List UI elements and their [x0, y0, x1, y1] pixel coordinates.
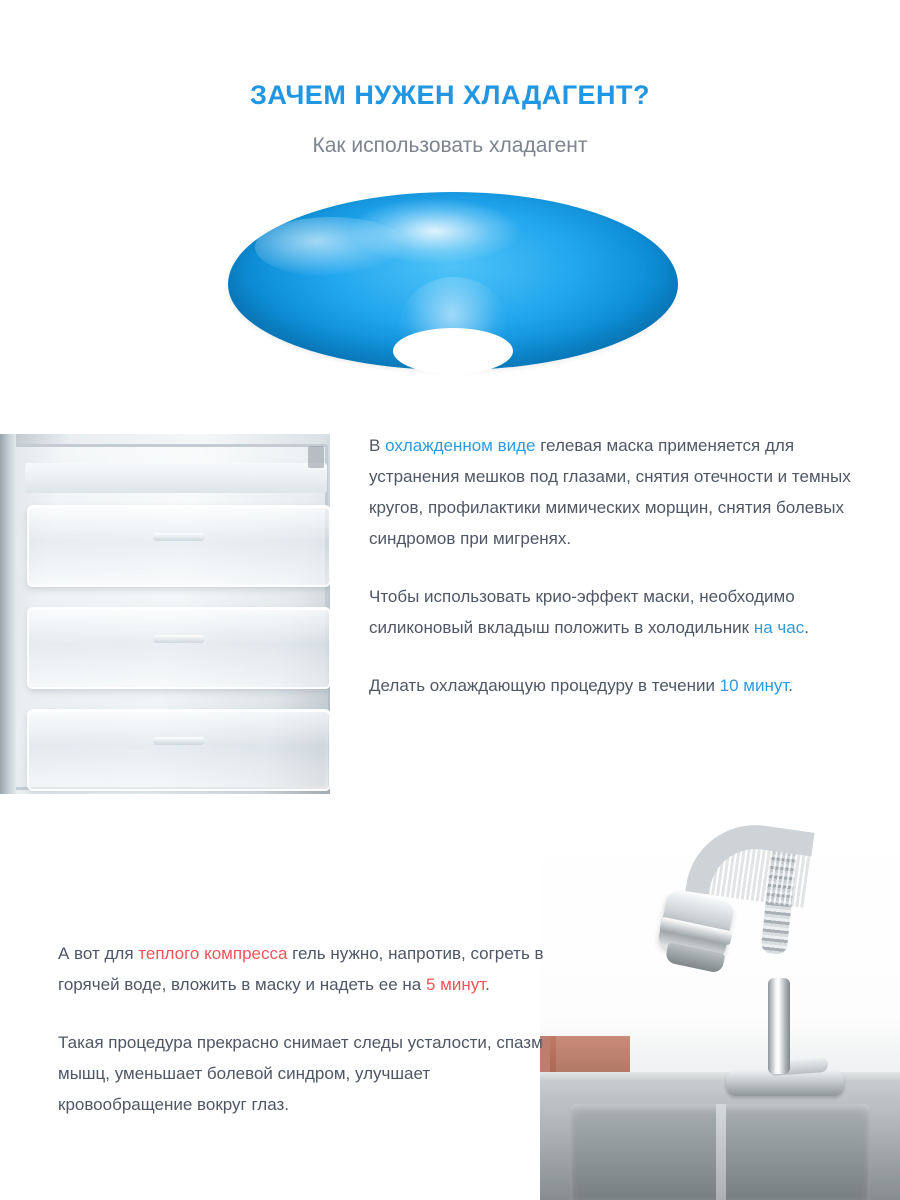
cold-p2-highlight: на час [753, 618, 805, 637]
faucet-column [768, 978, 790, 1074]
cold-p3-part2: . [788, 676, 794, 695]
refrigerator-shelf [27, 709, 330, 791]
cold-p2-part2: . [804, 618, 809, 637]
cold-paragraph-1 [369, 430, 855, 554]
warm-paragraph-1 [58, 938, 558, 1000]
shelf-handle [153, 737, 205, 745]
refrigerator-door-edge [0, 434, 16, 794]
page-title: ЗАЧЕМ НУЖЕН ХЛАДАГЕНТ? [249, 80, 651, 110]
warm-p1-part1: А вот для [58, 944, 139, 963]
cold-paragraph-3 [369, 670, 855, 701]
cold-p1-part1: В [369, 436, 386, 455]
faucet-image [540, 820, 900, 1200]
warm-usage-text [58, 938, 558, 1120]
cold-p1-highlight: охлажденном виде [385, 436, 536, 455]
refrigerator-vent [25, 463, 327, 493]
warm-paragraph-2: Такая процедура прекрасно снимает следы усталости, спазм мышц, уменьшает болевой синдром, улучшает кровообращение вокруг глаз. [58, 1033, 543, 1114]
refrigerator-shelf [27, 505, 330, 587]
brick-wall-detail [550, 1036, 630, 1072]
cold-p3-highlight: 10 минут [719, 676, 789, 695]
refrigerator-frame [8, 444, 328, 790]
shelf-handle [153, 533, 205, 541]
shelf-handle [153, 635, 205, 643]
gel-mask-image [228, 192, 678, 372]
warm-p1-highlight-2: 5 минут [425, 975, 486, 994]
warm-p1-part2: гель нужно, напротив, согреть в горячей воде, вложить в маску и надеть ее на [58, 944, 544, 994]
warm-p1-part3: . [485, 975, 490, 994]
cold-usage-text [369, 430, 855, 701]
cold-p3-part1: Делать охлаждающую процедуру в течении [369, 676, 720, 695]
refrigerator-sticker [308, 446, 324, 468]
refrigerator-image [0, 434, 330, 794]
cold-p1-part2: гелевая маска применяется для устранения мешков под глазами, снятия отечности и темных кругов, профилактики мимических морщин, снятия болевых синдромов при мигренях. [369, 436, 851, 548]
refrigerator-shelf [27, 607, 330, 689]
warm-p1-highlight-1: теплого компресса [138, 944, 288, 963]
gel-mask-nose-notch [393, 328, 513, 374]
sink-divider [716, 1104, 726, 1200]
cold-paragraph-2 [369, 581, 855, 643]
cold-p2-part1: Чтобы использовать крио-эффект маски, необходимо силиконовый вкладыш положить в холодильник [369, 587, 795, 637]
page-subtitle: Как использовать хладагент [312, 134, 588, 157]
